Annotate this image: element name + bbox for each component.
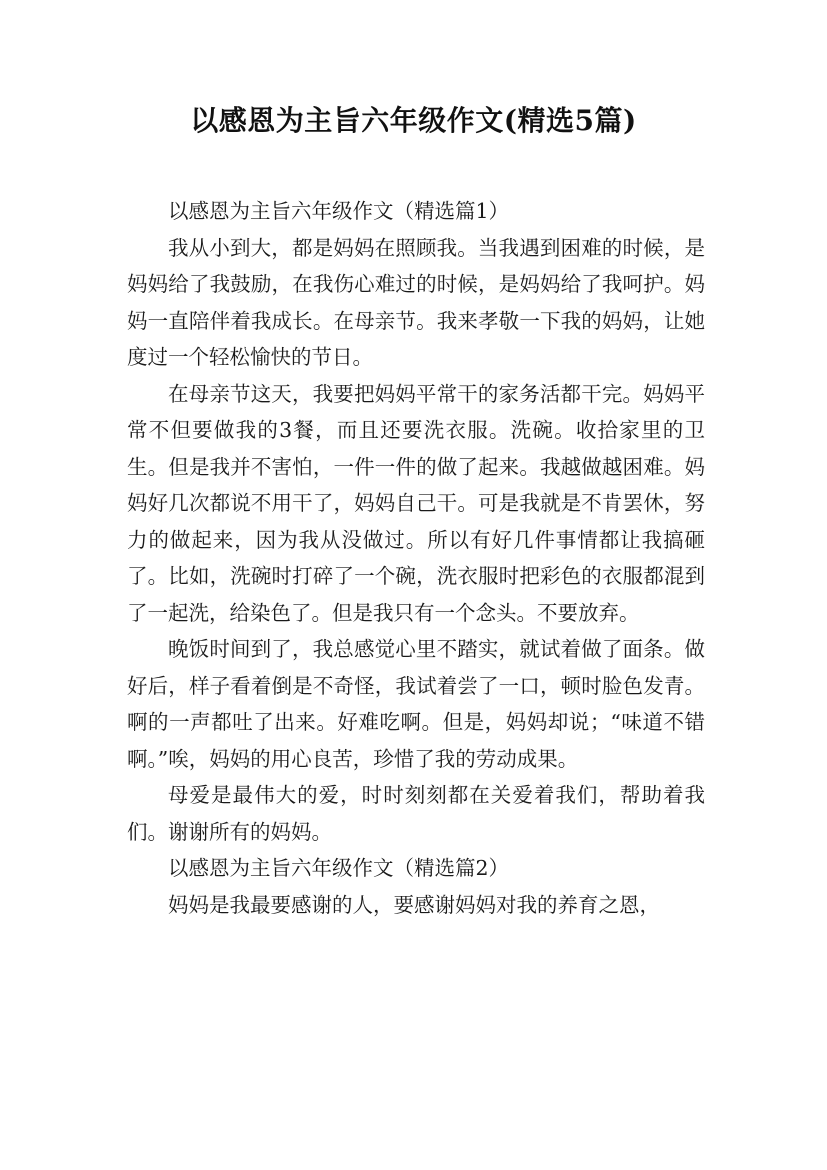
section-heading-2: 以感恩为主旨六年级作文（精选篇2） bbox=[168, 856, 510, 880]
paragraph-5: 妈妈是我最要感谢的人，要感谢妈妈对我的养育之恩， bbox=[168, 892, 660, 917]
paragraph-1: 我从小到大，都是妈妈在照顾我。当我遇到困难的时候，是妈妈给了我鼓励，在我伤心难过的时候，是妈妈给了我呵护。妈妈一直陪伴着我成长。在母亲节。我来孝敬一下我的妈妈，让她度过一个轻松愉快的节日。 bbox=[127, 235, 705, 369]
paragraph-2: 在母亲节这天，我要把妈妈平常干的家务活都干完。妈妈平常不但要做我的3餐，而且还要洗衣服。洗碗。收拾家里的卫生。但是我并不害怕，一件一件的做了起来。我越做越困难。妈妈好几次都说不用干了，妈妈自己干。可是我就是不肯罢休，努力的做起来，因为我从没做过。所以有好几件事情都让我搞砸了。比如，洗碗时打碎了一个碗，洗衣服时把彩色的衣服都混到了一起洗，给染色了。但是我只有一个念头。不要放弃。 bbox=[127, 381, 705, 625]
section-heading-1: 以感恩为主旨六年级作文（精选篇1） bbox=[168, 199, 510, 223]
paragraph-4: 母爱是最伟大的爱，时时刻刻都在关爱着我们，帮助着我们。谢谢所有的妈妈。 bbox=[127, 783, 705, 844]
paragraph-3: 晚饭时间到了，我总感觉心里不踏实，就试着做了面条。做好后，样子看着倒是不奇怪，我试着尝了一口，顿时脸色发青。啊的一声都吐了出来。好难吃啊。但是，妈妈却说；“味道不错啊。”唉，妈妈的用心良苦，珍惜了我的劳动成果。 bbox=[127, 637, 705, 771]
document-body bbox=[127, 193, 705, 923]
document-title: 以感恩为主旨六年级作文(精选5篇) bbox=[190, 104, 637, 137]
